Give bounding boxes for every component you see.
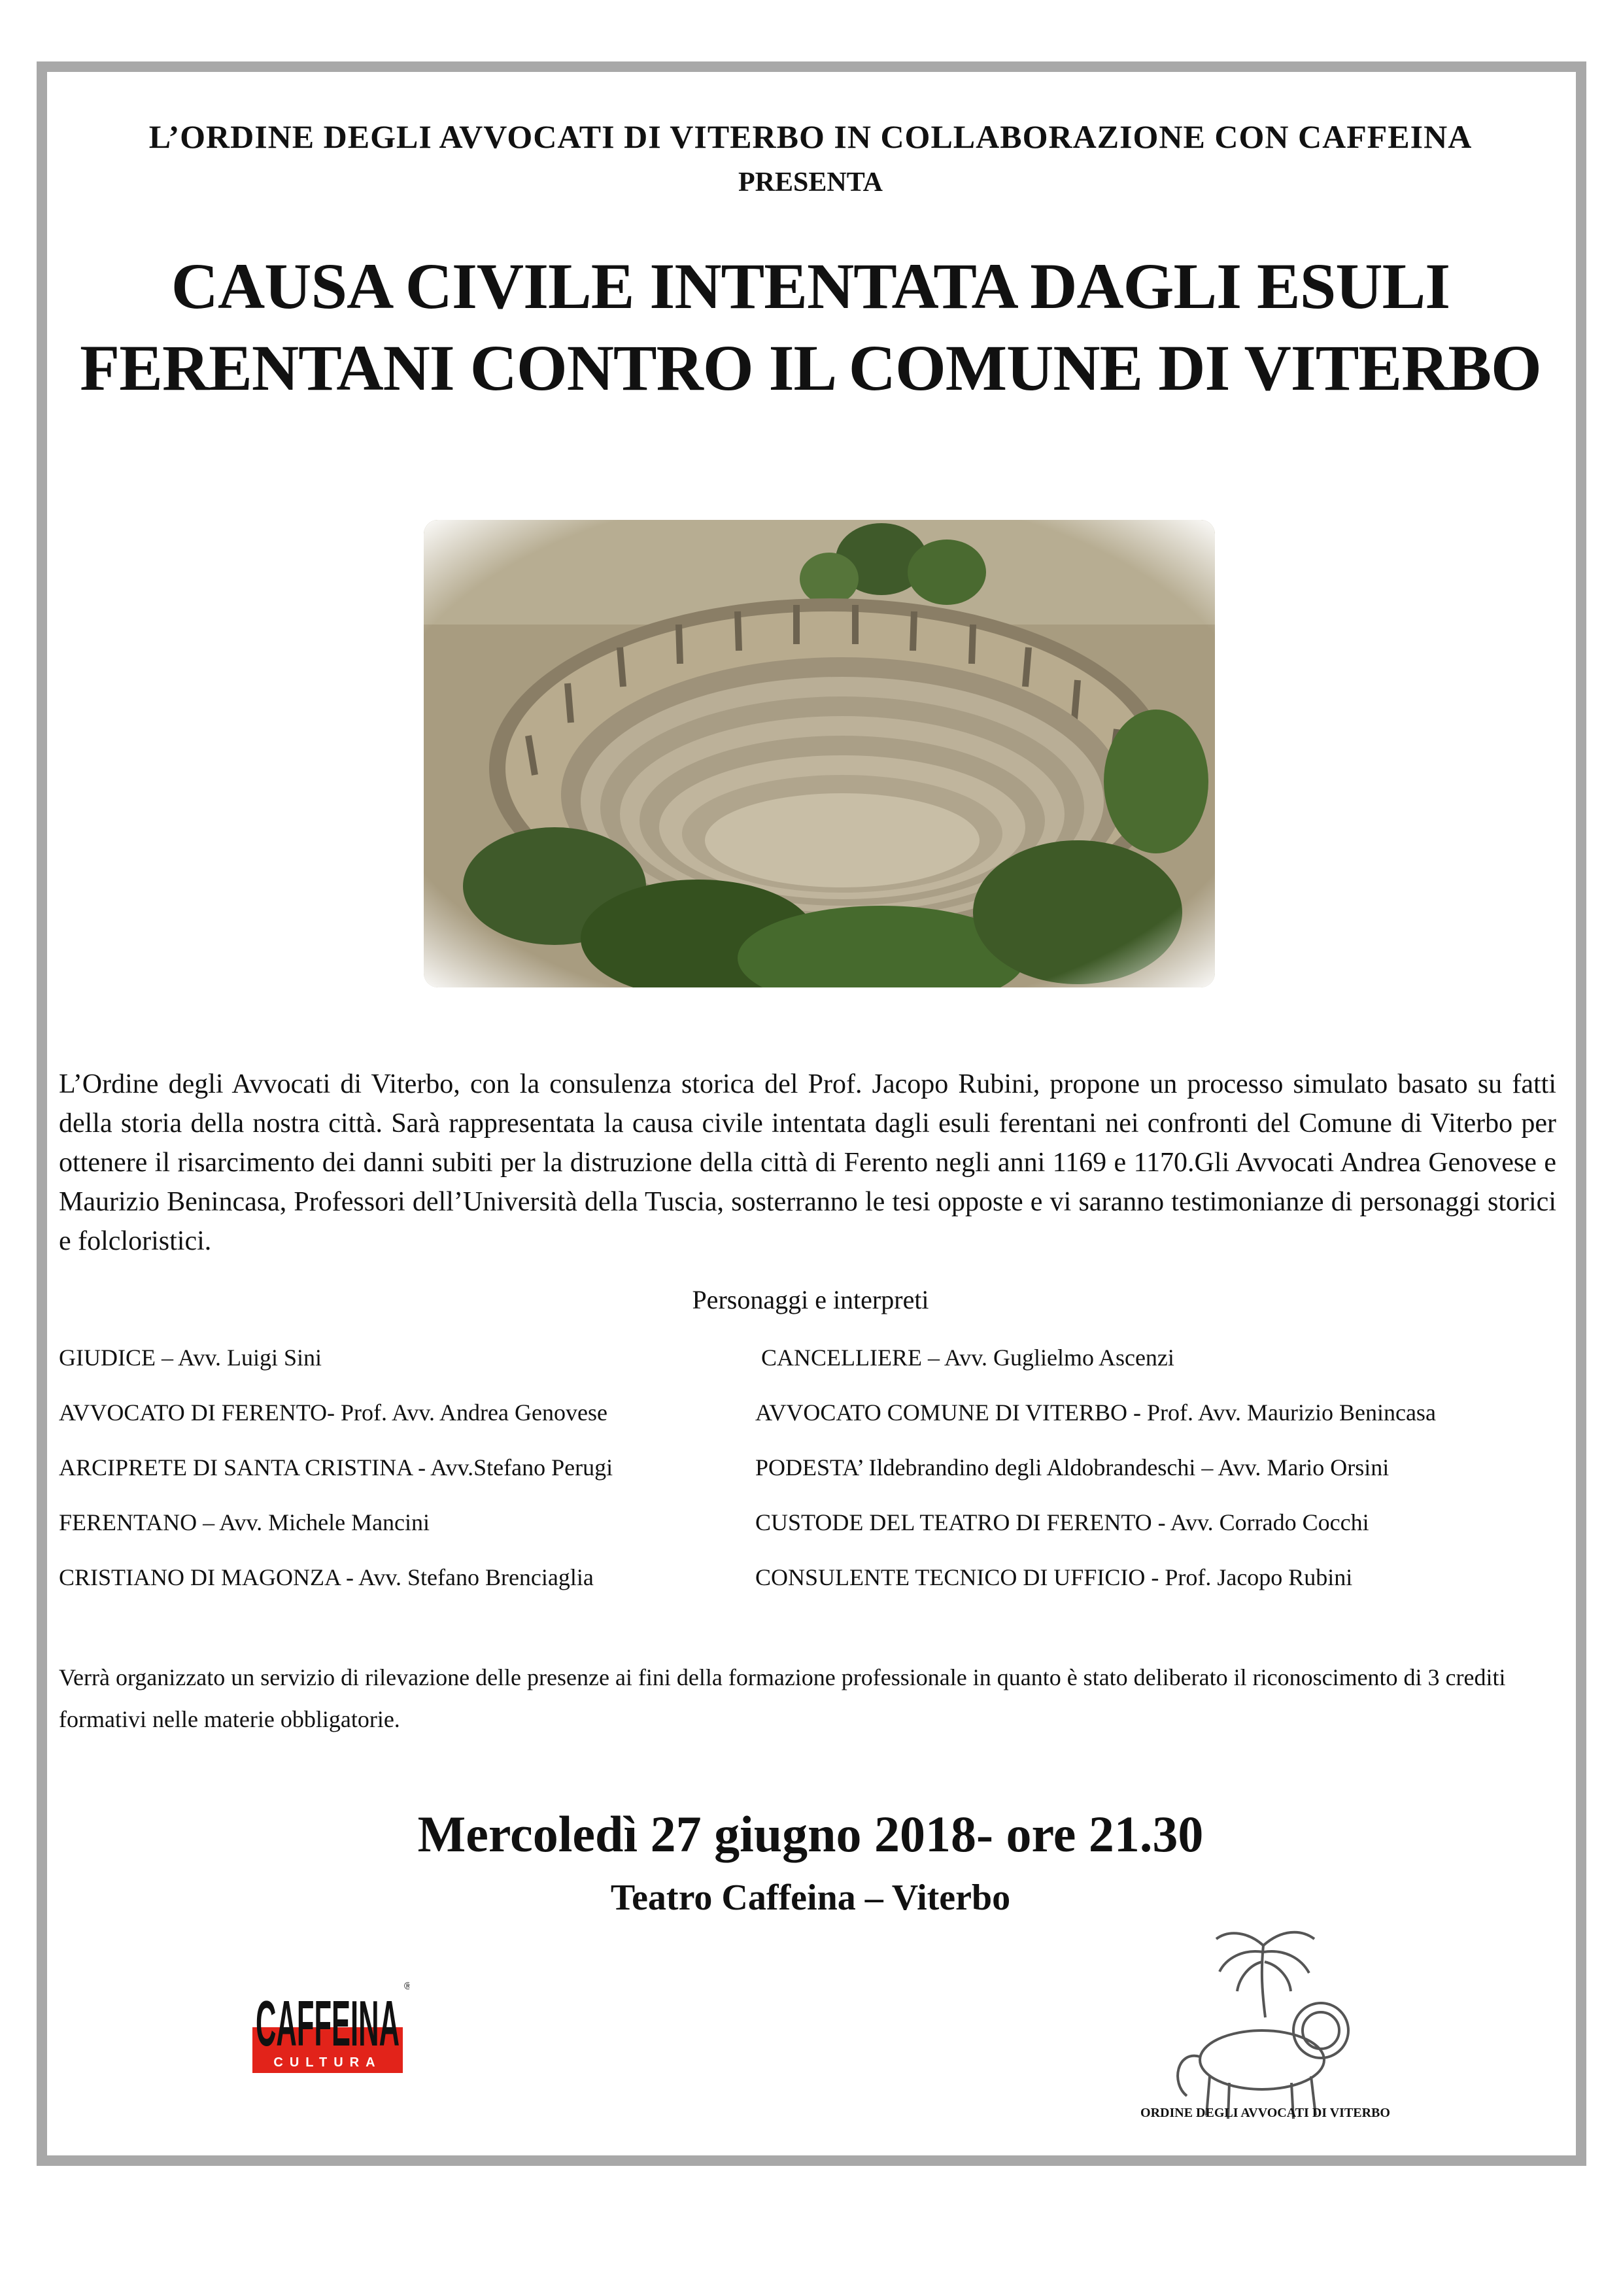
registered-mark: ® xyxy=(404,1981,409,1992)
cast-role-left: CRISTIANO DI MAGONZA - Avv. Stefano Brenciaglia xyxy=(59,1564,594,1590)
cast-row xyxy=(59,1344,1576,1399)
roman-theatre-illustration xyxy=(424,520,1215,987)
cast-role-left: GIUDICE – Avv. Luigi Sini xyxy=(59,1345,322,1371)
title-line-1: CAUSA CIVILE INTENTATA DAGLI ESULI xyxy=(171,250,1450,322)
caffeina-logo-text: CAFFEINA xyxy=(256,1987,400,2059)
event-date: Mercoledì 27 giugno 2018- ore 21.30 xyxy=(417,1806,1204,1862)
cast-role-left: AVVOCATO DI FERENTO- Prof. Avv. Andrea Genovese xyxy=(59,1399,607,1426)
cast-role-right: AVVOCATO COMUNE DI VITERBO - Prof. Avv. Maurizio Benincasa xyxy=(755,1399,1436,1426)
caffeina-logo-graphic xyxy=(252,1975,409,2073)
event-venue: Teatro Caffeina – Viterbo xyxy=(610,1877,1011,1918)
cast-role-right: CANCELLIERE – Avv. Guglielmo Ascenzi xyxy=(755,1345,1174,1371)
training-credits-notice: Verrà organizzato un servizio di rilevazione delle presenze ai fini della formazione professionale in quanto è stato deliberato il riconoscimento di 3 crediti formativi nelle materie obbligatorie. xyxy=(59,1664,1506,1732)
cast-heading: Personaggi e interpreti xyxy=(692,1285,929,1314)
ordine-logo-caption: ORDINE DEGLI AVVOCATI DI VITERBO xyxy=(1140,2106,1390,2120)
event-description: L’Ordine degli Avvocati di Viterbo, con la consulenza storica del Prof. Jacopo Rubini, propone un processo simulato basato su fatti della storia della nostra città. Sarà rappresentata la causa civile intentata dagli esuli ferentani nei confronti del Comune di Viterbo per ottenere il risarcimento dei danni subiti per la distruzione della città di Ferento negli anni 1169 e 1170.Gli Avvocati Andrea Genovese e Maurizio Benincasa, Professori dell’Università della Tuscia, sosterranno le tesi opposte e vi saranno testimonianze di personaggi storici e folcloristici. xyxy=(59,1069,1556,1256)
cast-role-left: ARCIPRETE DI SANTA CRISTINA - Avv.Stefano Perugi xyxy=(59,1454,613,1481)
cast-role-right: CUSTODE DEL TEATRO DI FERENTO - Avv. Corrado Cocchi xyxy=(755,1509,1369,1535)
caffeina-logo-subtext: CULTURA xyxy=(273,2055,382,2070)
cast-row xyxy=(59,1454,1576,1509)
caffeina-logo xyxy=(252,1975,409,2073)
cast-role-left: FERENTANO – Avv. Michele Mancini xyxy=(59,1509,430,1535)
cast-role-right: PODESTA’ Ildebrandino degli Aldobrandeschi – Avv. Mario Orsini xyxy=(755,1454,1390,1481)
cast-row xyxy=(59,1399,1576,1454)
ordine-emblem-graphic xyxy=(1151,1919,1380,2129)
organizer-header: L’ORDINE DEGLI AVVOCATI DI VITERBO IN COLLABORAZIONE CON CAFFEINA xyxy=(148,118,1473,155)
cast-row xyxy=(59,1564,1576,1619)
cast-list xyxy=(59,1344,1576,1619)
title-line-2: FERENTANI CONTRO IL COMUNE DI VITERBO xyxy=(80,332,1541,404)
cast-role-right: CONSULENTE TECNICO DI UFFICIO - Prof. Jacopo Rubini xyxy=(755,1564,1353,1590)
roman-theatre-photo xyxy=(424,520,1215,987)
presents-label: PRESENTA xyxy=(738,167,883,197)
lion-palm-emblem-icon xyxy=(1151,1919,1380,2129)
cast-row xyxy=(59,1509,1576,1564)
event-title xyxy=(0,245,1621,409)
